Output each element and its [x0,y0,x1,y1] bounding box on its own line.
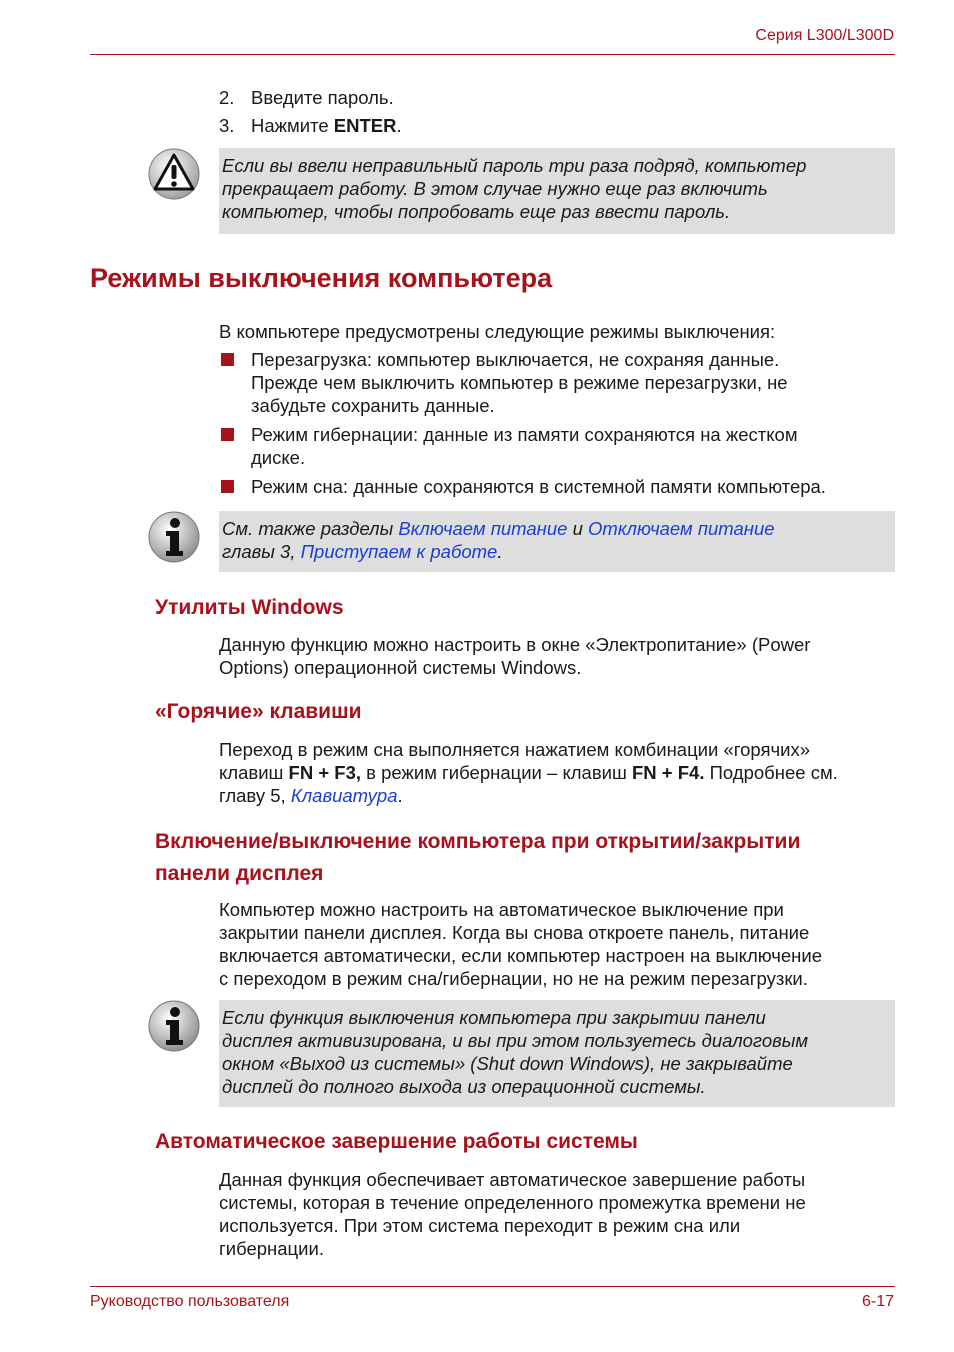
bullet-line: Перезагрузка: компьютер выключается, не сохраняя данные. [251,349,780,370]
warning-note [219,148,895,234]
text-line: системы, которая в течение определенного промежутка времени не [219,1192,806,1213]
step-3 [219,114,402,137]
link-keyboard[interactable]: Клавиатура [290,785,398,806]
page-number: 6-17 [861,1293,894,1310]
text-part: в режим гибернации – клавиш [361,762,632,783]
info-note-see-also [219,511,895,572]
intro-text: В компьютере предусмотрены следующие режимы выключения: [219,321,776,342]
section-title: Режимы выключения компьютера [90,263,553,293]
text-line: используется. При этом система переходит в режим сна или [219,1215,741,1236]
warning-icon [148,148,200,200]
note-line: окном «Выход из системы» (Shut down Windows), не закрывайте [222,1053,793,1074]
note-line: дисплея активизирована, и вы при этом пользуетесь диалоговым [222,1030,809,1051]
text-line: Данная функция обеспечивает автоматическое завершение работы [219,1169,806,1190]
step-number: 3. [219,115,235,136]
note-text: главы 3, [222,541,301,562]
header-series: Серия L300/L300D [755,27,894,44]
bullet-line: забудьте сохранить данные. [251,395,495,416]
bullet-reboot [219,348,899,417]
info-note-display [219,1000,895,1107]
step-text-end: . [396,115,402,136]
footer-title: Руководство пользователя [90,1293,290,1310]
note-line [222,540,889,563]
bullet-sleep [219,475,899,498]
link-getting-started[interactable]: Приступаем к работе [300,541,498,562]
step-2 [219,86,394,109]
text-line: Options) операционной системы Windows. [219,657,582,678]
note-line: Если функция выключения компьютера при закрытии панели [222,1007,766,1028]
info-icon [148,1000,200,1052]
hotkeys-text [219,738,899,807]
note-line: Если вы ввели неправильный пароль три раза подряд, компьютер [222,155,807,176]
display-panel-text [219,898,899,990]
subheading-auto-shutdown: Автоматическое завершение работы системы [155,1130,638,1153]
text-line: включается автоматически, если компьютер настроен на выключение [219,945,823,966]
note-line: дисплей до полного выхода из операционной системы. [222,1076,706,1097]
link-power-on[interactable]: Включаем питание [398,518,568,539]
text-part: . [397,785,403,806]
subheading-display-panel [155,826,800,890]
key-fn-f3: FN + F3, [288,762,362,783]
step-text: Введите пароль. [251,87,394,108]
windows-utilities-text [219,633,899,679]
bullet-square-icon [221,353,234,366]
text-line: Компьютер можно настроить на автоматическое выключение при [219,899,784,920]
text-part: главу 5, [219,785,291,806]
note-text: . [497,541,503,562]
text-line [219,784,899,807]
note-text: См. также разделы [222,518,399,539]
text-line [219,761,899,784]
bullet-line: Режим гибернации: данные из памяти сохраняются на жестком [251,424,798,445]
text-line: с переходом в режим сна/гибернации, но не на режим перезагрузки. [219,968,808,989]
heading-line: Включение/выключение компьютера при открытии/закрытии [155,830,801,853]
link-power-off[interactable]: Отключаем питание [588,518,775,539]
info-icon [148,511,200,563]
heading-line: панели дисплея [155,862,324,885]
bullet-square-icon [221,480,234,493]
header-rule [90,54,895,55]
step-text: Нажмите [251,115,334,136]
bullet-line: Прежде чем выключить компьютер в режиме перезагрузки, не [251,372,788,393]
text-line: гибернации. [219,1238,324,1259]
bullet-line: диске. [251,447,306,468]
key-fn-f4: FN + F4. [631,762,705,783]
bullet-line: Режим сна: данные сохраняются в системной памяти компьютера. [251,476,826,497]
subheading-hotkeys: «Горячие» клавиши [155,700,362,723]
enter-key: ENTER [333,115,397,136]
text-line: Переход в режим сна выполняется нажатием комбинации «горячих» [219,739,811,760]
bullet-square-icon [221,428,234,441]
footer-rule [90,1286,895,1287]
step-number: 2. [219,87,235,108]
auto-shutdown-text [219,1168,899,1260]
note-text: и [567,518,589,539]
note-line [222,517,889,540]
text-part: Подробнее см. [704,762,838,783]
text-part: клавиш [219,762,289,783]
subheading-windows-utilities: Утилиты Windows [155,596,344,619]
note-line: компьютер, чтобы попробовать еще раз ввести пароль. [222,201,731,222]
note-line: прекращает работу. В этом случае нужно еще раз включить [222,178,768,199]
text-line: закрытии панели дисплея. Когда вы снова откроете панель, питание [219,922,810,943]
bullet-hibernate [219,423,899,469]
text-line: Данную функцию можно настроить в окне «Электропитание» (Power [219,634,811,655]
